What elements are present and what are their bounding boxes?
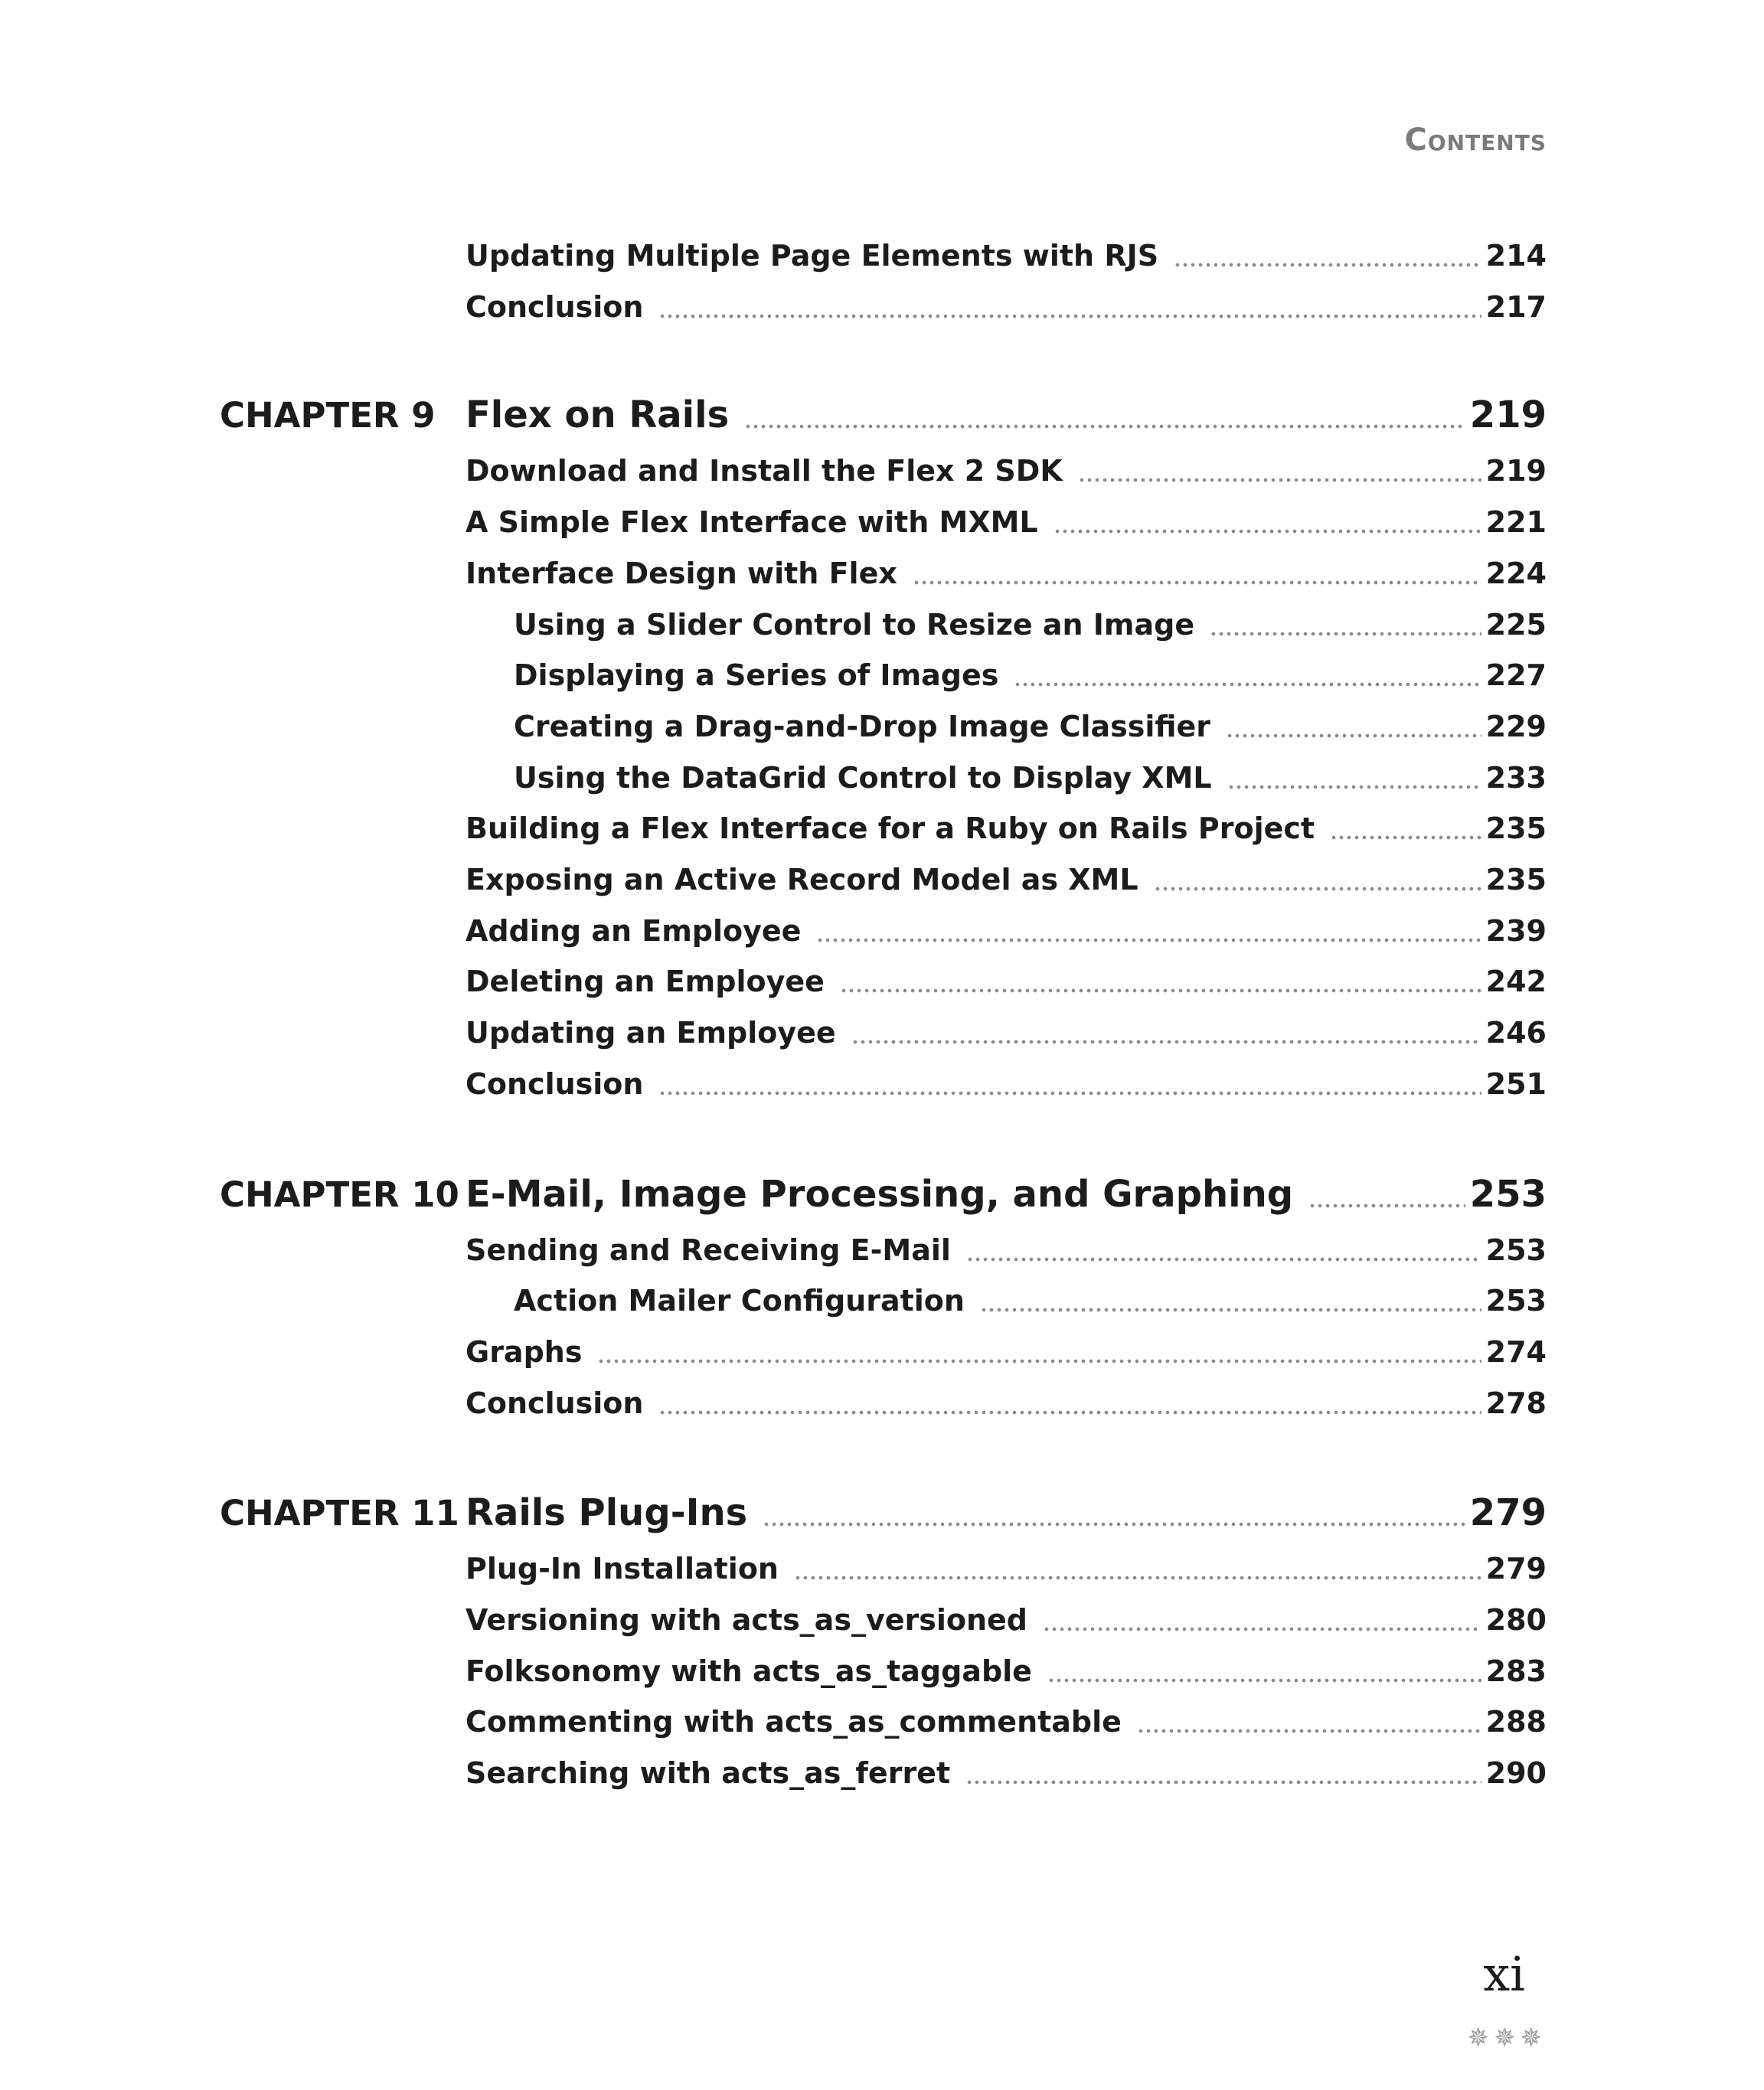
dot-leader bbox=[1210, 630, 1481, 638]
toc-entry[interactable] bbox=[514, 1275, 1547, 1326]
dot-leader bbox=[1308, 1202, 1465, 1210]
dot-leader bbox=[763, 1520, 1465, 1528]
decorative-ornament: ✵✵✵ bbox=[1467, 2023, 1547, 2053]
entry-title: E-Mail, Image Processing, and Graphing bbox=[466, 1172, 1294, 1216]
toc-entry[interactable] bbox=[466, 956, 1547, 1007]
entry-page-number: 239 bbox=[1485, 913, 1547, 948]
entry-page-number: 221 bbox=[1485, 505, 1547, 540]
dot-leader bbox=[966, 1256, 1481, 1263]
entry-title: Download and Install the Flex 2 SDK bbox=[466, 454, 1063, 488]
toc-entry[interactable] bbox=[466, 446, 1547, 496]
toc-entry[interactable] bbox=[466, 1007, 1547, 1058]
running-head: Contents bbox=[1404, 122, 1547, 158]
dot-leader bbox=[658, 1409, 1481, 1416]
entry-title: Searching with acts_as_ferret bbox=[466, 1756, 951, 1791]
dot-leader bbox=[1226, 732, 1481, 740]
toc-entry[interactable] bbox=[466, 1646, 1547, 1696]
toc-entry[interactable] bbox=[466, 548, 1547, 599]
chapter-label: CHAPTER 9 bbox=[220, 395, 436, 436]
entry-page-number: 224 bbox=[1485, 556, 1547, 590]
dot-leader bbox=[1043, 1625, 1481, 1633]
entry-page-number: 278 bbox=[1485, 1386, 1547, 1420]
toc-entry[interactable] bbox=[466, 1543, 1547, 1594]
entry-title: Sending and Receiving E-Mail bbox=[466, 1233, 951, 1267]
entry-title: Conclusion bbox=[466, 1386, 644, 1420]
toc-entry[interactable] bbox=[466, 1059, 1547, 1109]
dot-leader bbox=[851, 1038, 1481, 1046]
toc-entry[interactable] bbox=[514, 599, 1547, 650]
dot-leader bbox=[658, 312, 1481, 320]
entry-title: Using the DataGrid Control to Display XML bbox=[514, 760, 1212, 795]
entry-title: Versioning with acts_as_versioned bbox=[466, 1603, 1028, 1637]
dot-leader bbox=[1054, 527, 1481, 535]
entry-page-number: 217 bbox=[1485, 289, 1547, 324]
entry-page-number: 253 bbox=[1469, 1172, 1547, 1216]
entry-page-number: 242 bbox=[1485, 965, 1547, 999]
entry-title: Using a Slider Control to Resize an Image bbox=[514, 607, 1195, 642]
entry-page-number: 279 bbox=[1469, 1491, 1547, 1535]
page-number: xi bbox=[1483, 1946, 1525, 2002]
entry-page-number: 246 bbox=[1485, 1016, 1547, 1050]
entry-title: Commenting with acts_as_commentable bbox=[466, 1705, 1122, 1739]
entry-title: Creating a Drag-and-Drop Image Classifier bbox=[514, 709, 1211, 743]
entry-page-number: 280 bbox=[1485, 1603, 1547, 1637]
entry-title: Updating an Employee bbox=[466, 1016, 836, 1050]
entry-page-number: 253 bbox=[1485, 1284, 1547, 1318]
entry-title: Folksonomy with acts_as_taggable bbox=[466, 1654, 1032, 1688]
entry-title: Deleting an Employee bbox=[466, 965, 825, 999]
dot-leader bbox=[1227, 783, 1481, 791]
toc-entry[interactable] bbox=[514, 650, 1547, 700]
dot-leader bbox=[597, 1357, 1481, 1365]
entry-page-number: 279 bbox=[1485, 1552, 1547, 1586]
chapter-label: CHAPTER 11 bbox=[220, 1493, 459, 1534]
entry-page-number: 251 bbox=[1485, 1066, 1547, 1101]
dot-leader bbox=[1078, 476, 1481, 484]
entry-page-number: 288 bbox=[1485, 1705, 1547, 1739]
entry-title: Action Mailer Configuration bbox=[514, 1284, 965, 1318]
toc-entry[interactable] bbox=[514, 753, 1547, 803]
dot-leader bbox=[913, 579, 1481, 586]
entry-title: Graphs bbox=[466, 1334, 583, 1369]
toc-entry[interactable] bbox=[466, 854, 1547, 905]
toc-entry[interactable] bbox=[466, 1327, 1547, 1377]
entry-title: Plug-In Installation bbox=[466, 1552, 779, 1586]
entry-title: Interface Design with Flex bbox=[466, 556, 897, 590]
dot-leader bbox=[980, 1306, 1481, 1314]
dot-leader bbox=[1174, 261, 1481, 269]
dot-leader bbox=[1137, 1727, 1481, 1735]
entry-page-number: 235 bbox=[1485, 863, 1547, 896]
entry-title: Displaying a Series of Images bbox=[514, 658, 999, 693]
toc-entry[interactable] bbox=[466, 1378, 1547, 1429]
entry-title: Exposing an Active Record Model as XML bbox=[466, 863, 1138, 896]
dot-leader bbox=[1014, 681, 1481, 688]
entry-title: Conclusion bbox=[466, 1066, 644, 1101]
toc-entry[interactable] bbox=[466, 1696, 1547, 1747]
toc-entry[interactable] bbox=[466, 803, 1547, 854]
entry-page-number: 227 bbox=[1485, 658, 1547, 693]
dot-leader bbox=[794, 1574, 1481, 1582]
entry-page-number: 233 bbox=[1485, 760, 1547, 795]
dot-leader bbox=[840, 987, 1481, 994]
dot-leader bbox=[1154, 885, 1481, 893]
entry-title: Flex on Rails bbox=[466, 394, 730, 437]
toc-entry[interactable] bbox=[466, 230, 1547, 281]
entry-title: Conclusion bbox=[466, 289, 644, 324]
toc-entry[interactable] bbox=[466, 1748, 1547, 1798]
entry-page-number: 225 bbox=[1485, 607, 1547, 642]
toc-entry[interactable] bbox=[466, 1225, 1547, 1275]
entry-title: Building a Flex Interface for a Ruby on Rails Project bbox=[466, 812, 1315, 846]
toc-entry[interactable] bbox=[466, 282, 1547, 332]
chapter-label: CHAPTER 10 bbox=[220, 1174, 459, 1215]
entry-title: Updating Multiple Page Elements with RJS bbox=[466, 239, 1159, 273]
dot-leader bbox=[658, 1089, 1481, 1097]
chapter-title-row[interactable] bbox=[466, 1164, 1547, 1225]
toc-entry[interactable] bbox=[514, 701, 1547, 752]
dot-leader bbox=[1047, 1677, 1481, 1684]
entry-page-number: 290 bbox=[1485, 1756, 1547, 1791]
dot-leader bbox=[1330, 834, 1481, 841]
toc-entry[interactable] bbox=[466, 497, 1547, 547]
entry-page-number: 274 bbox=[1485, 1334, 1547, 1369]
chapter-title-row[interactable] bbox=[466, 1482, 1547, 1543]
dot-leader bbox=[816, 936, 1481, 944]
entry-page-number: 253 bbox=[1485, 1233, 1547, 1267]
entry-page-number: 229 bbox=[1485, 709, 1547, 743]
entry-page-number: 283 bbox=[1485, 1654, 1547, 1688]
entry-title: Adding an Employee bbox=[466, 913, 802, 948]
entry-page-number: 219 bbox=[1485, 454, 1547, 488]
entry-page-number: 219 bbox=[1469, 394, 1547, 437]
toc-entry[interactable] bbox=[466, 1595, 1547, 1645]
entry-title: Rails Plug-Ins bbox=[466, 1491, 748, 1535]
entry-page-number: 214 bbox=[1485, 239, 1547, 273]
chapter-title-row[interactable] bbox=[466, 384, 1547, 446]
entry-title: A Simple Flex Interface with MXML bbox=[466, 505, 1038, 540]
entry-page-number: 235 bbox=[1485, 812, 1547, 846]
toc-entry[interactable] bbox=[466, 906, 1547, 956]
dot-leader bbox=[965, 1778, 1481, 1786]
dot-leader bbox=[744, 423, 1465, 430]
